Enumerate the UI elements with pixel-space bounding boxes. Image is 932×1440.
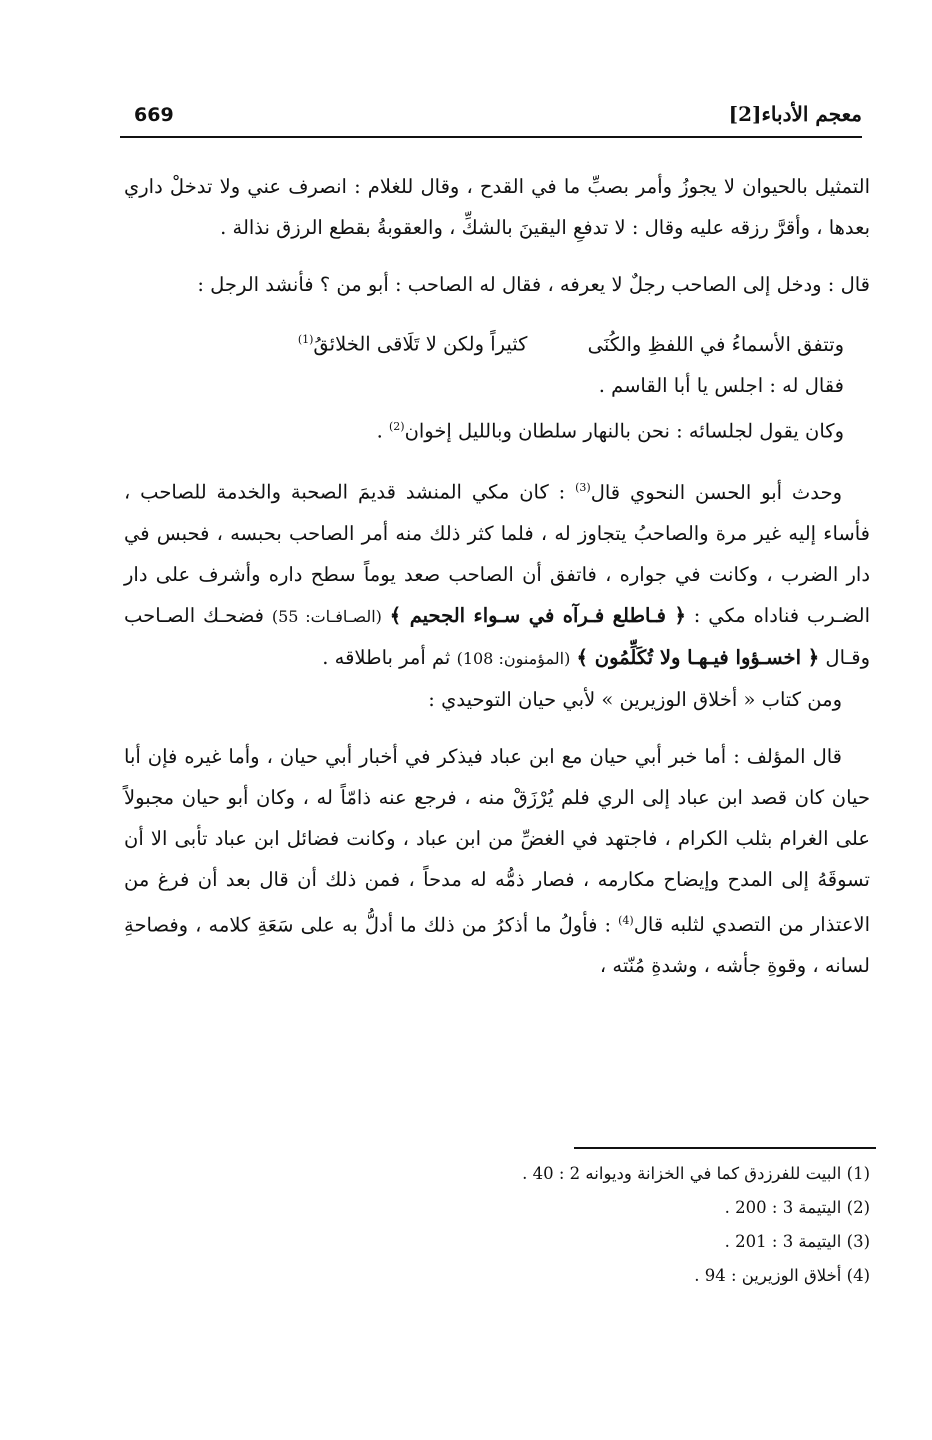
footnote-separator <box>574 1147 876 1149</box>
verse-second-hemistich <box>298 319 528 365</box>
p5-text-a: قال المؤلف : أما خبر أبي حيان مع ابن عباد فيذكر في أخبار أبي حيان ، وأما غيره فإن أبا حيان كان قصد ابن عباد إلى الري فلم يُرْزَقْ منه ، فرجع عنه ذامّاً له ، وكان أبو حيان مجبولاً على الغرام بثلب الكرام ، فاجتهد في الغضِّ من ابن عباد ، وكانت فضائل ابن عباد تأبى الا أن تسوقَهُ إلى المدح وإيضاح مكارمه ، فصار ذمُّه له مدحاً ، فمن ذلك أن قال بعد أن فرغ من الاعتذار من التصدي لثلبه قال <box>124 744 870 936</box>
p3-start: وحدث أبو الحسن النحوي قال <box>590 480 842 504</box>
line-sit-down: فقال له : اجلس يا أبا القاسم . <box>598 373 844 397</box>
paragraph-1: التمثيل بالحيوان لا يجوزُ وأمر بصبِّ ما في القدح ، وقال للغلام : انصرف عني ولا تدخلْ داري بعدها ، وأقرَّ رزقه عليه وقال : لا تدفعِ اليقينَ بالشكِّ ، والعقوبةُ بقطع الرزق نذالة . <box>124 175 870 239</box>
footnote-3: (3) اليتيمة 3 : 201 . <box>724 1232 870 1251</box>
footnotes <box>124 1157 870 1293</box>
quran-ref-1: (الصـافـات: 55) <box>271 606 382 626</box>
poem-verse <box>124 319 870 365</box>
paragraph-2: قال : ودخل إلى الصاحب رجلٌ لا يعرفه ، فقال له الصاحب : أبو من ؟ فأنشد الرجل : <box>197 273 870 296</box>
p3-text-b: : كان مكي المنشد قديمَ الصحبة والخدمة للصاحب ، فأساء إليه غير مرة والصاحبُ يتجاوز له ، فلما كثر ذلك منه أمر الصاحب بحبسه ، فحبس في دار الضرب ، وكانت في جواره ، فاتفق أن الصاحب صعد يوماً سطح داره وأشرف على دار الضـرب فناداه مكي : <box>124 480 871 627</box>
quran-quote-1: ﴿ فـاطلع فـرآه في سـواء الجحيم ﴾ <box>389 603 686 627</box>
footnote-4: (4) أخلاق الوزيرين : 94 . <box>694 1266 870 1285</box>
footnote-ref-2: (2) <box>388 419 405 433</box>
running-title: معجم الأدباء[2] <box>728 102 862 126</box>
p3-text-c: فضحـك الصـاحب وقـال <box>124 603 870 669</box>
page-header <box>120 100 862 140</box>
footnote-ref-4: (4) <box>618 913 634 927</box>
header-rule <box>120 136 862 138</box>
p3-text-d: ثم أمر باطلاقه . <box>322 645 457 669</box>
quran-quote-2: ﴿ اخسـؤوا فيـهـا ولا تُكَلِّمُون ﴾ <box>576 645 820 669</box>
verse-second-text: كثيراً ولكن لا تَلَاقى الخلائقُ <box>313 332 528 356</box>
p5-text-b: : فأولُ ما أذكرُ من ذلك ما أدلُّ به على سَعَةِ كلامه ، وفصاحةِ لسانه ، وقوةِ جأشه ، وشدةِ مُنّته ، <box>124 913 870 977</box>
line-sultan-end: . <box>376 419 389 442</box>
footnote-2: (2) اليتيمة 3 : 200 . <box>724 1198 870 1217</box>
main-text <box>124 166 870 986</box>
paragraph-5 <box>124 736 870 987</box>
line-sultan-brothers <box>124 406 870 452</box>
paragraph-3 <box>124 467 870 679</box>
quran-ref-2: (المؤمنون: 108) <box>456 648 571 668</box>
line-sultan-text: وكان يقول لجلسائه : نحن بالنهار سلطان وبالليل إخوان <box>404 419 844 442</box>
verse-first-hemistich: وتتفق الأسماءُ في اللفظِ والكُنَى <box>587 332 844 356</box>
footnote-1: (1) البيت للفرزدق كما في الخزانة وديوانه 2 : 40 . <box>522 1164 870 1183</box>
paragraph-4: ومن كتاب « أخلاق الوزيرين » لأبي حيان التوحيدي : <box>428 687 842 711</box>
page-number: 669 <box>134 104 174 126</box>
footnote-ref-3: (3) <box>575 481 591 494</box>
footnote-ref-1: (1) <box>297 333 314 346</box>
